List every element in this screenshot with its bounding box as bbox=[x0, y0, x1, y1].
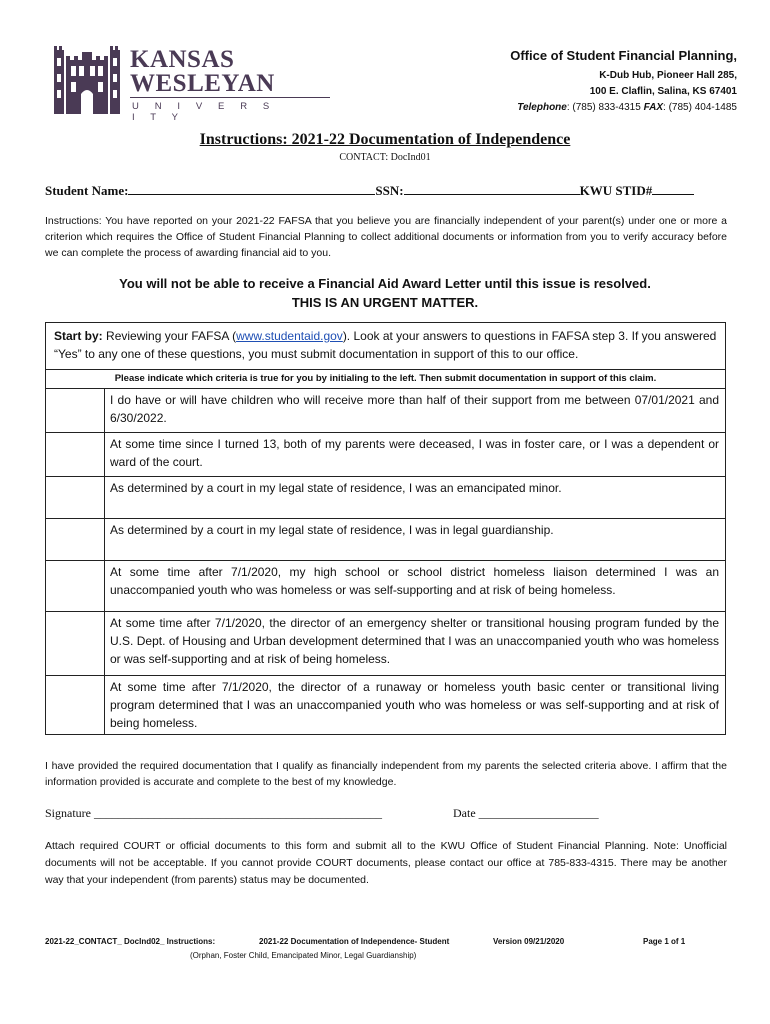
office-name: Office of Student Financial Planning, bbox=[510, 48, 737, 63]
start-by-instructions bbox=[46, 323, 725, 370]
instructions-paragraph: Instructions: You have reported on your 2021-22 FAFSA that you believe you are financially independent of your parent(s) under one or more a criterion which requires the Office of Student Financial Planning to collect additional documents or information from you to verify accuracy before we can complete the process of awarding financial aid to you. bbox=[45, 215, 727, 259]
criteria-row bbox=[46, 389, 725, 433]
criteria-text: I do have or will have children who will receive more than half of their support from me between 07/01/2021 and 6/30/2022. bbox=[110, 393, 719, 425]
criteria-row bbox=[46, 676, 725, 734]
contact-code: CONTACT: DocInd01 bbox=[339, 152, 431, 163]
initial-box[interactable] bbox=[46, 612, 105, 675]
criteria-row bbox=[46, 612, 725, 676]
criteria-text: At some time since I turned 13, both of my parents were deceased, I was in foster care, or I was a dependent or ward of the court. bbox=[110, 437, 719, 469]
initial-box[interactable] bbox=[46, 676, 105, 734]
criteria-row bbox=[46, 477, 725, 519]
ssn-label: SSN: bbox=[375, 183, 404, 198]
page-title: Instructions: 2021-22 Documentation of Independence bbox=[199, 131, 571, 148]
logo-wordmark bbox=[130, 48, 275, 96]
start-text-b: ). Look at your answers to questions in FAFSA step 3. If you answered “Yes” to any one of these questions, you must submit documentation in support of this to our office. bbox=[54, 329, 717, 361]
urgent-line-2: THIS IS AN URGENT MATTER. bbox=[291, 295, 479, 310]
criteria-row bbox=[46, 519, 725, 561]
office-building: K-Dub Hub, Pioneer Hall 285, bbox=[599, 70, 737, 81]
initial-box[interactable] bbox=[46, 477, 105, 518]
urgent-notice bbox=[0, 274, 770, 312]
logo-divider bbox=[130, 97, 330, 98]
telephone-label: Telephone bbox=[517, 102, 567, 113]
signature-line[interactable]: Signature ________________________________________________ bbox=[45, 806, 382, 820]
criteria-row bbox=[46, 433, 725, 477]
footer-code: 2021-22_CONTACT_ DocInd02_ Instructions: bbox=[45, 937, 216, 946]
start-by-label: Start by: bbox=[54, 329, 103, 343]
stid-field[interactable] bbox=[652, 182, 694, 195]
stid-label: KWU STID# bbox=[579, 183, 653, 198]
criteria-text: At some time after 7/1/2020, the director of an emergency shelter or transitional housing program funded by the U.S. Dept. of Housing and Urban development determined that I was an unaccompanied youth who was homeless or was self-supporting and at risk of being homeless. bbox=[110, 616, 719, 666]
criteria-row bbox=[46, 561, 725, 612]
footer-subtitle: (Orphan, Foster Child, Emancipated Minor, Legal Guardianship) bbox=[190, 951, 417, 960]
fax-number: : (785) 404-1485 bbox=[663, 102, 737, 113]
studentaid-link[interactable]: www.studentaid.gov bbox=[236, 329, 343, 343]
criteria-text: As determined by a court in my legal state of residence, I was in legal guardianship. bbox=[110, 523, 554, 537]
office-street: 100 E. Claflin, Salina, KS 67401 bbox=[589, 86, 737, 97]
student-name-label: Student Name: bbox=[45, 183, 129, 198]
criteria-text: As determined by a court in my legal state of residence, I was an emancipated minor. bbox=[110, 481, 562, 495]
initial-box[interactable] bbox=[46, 433, 105, 476]
affirmation-paragraph: I have provided the required documentation that I qualify as financially independent from my parents the selected criteria above. I affirm that the information provided is accurate and complete to the best of my knowledge. bbox=[45, 760, 727, 788]
start-text-a: Reviewing your FAFSA ( bbox=[102, 329, 237, 343]
criteria-text: At some time after 7/1/2020, the director of a runaway or homeless youth basic center or transitional living program determined that I was an unaccompanied youth who was homeless or was self-supporting and at risk of being homeless. bbox=[110, 680, 719, 730]
student-info-line bbox=[45, 182, 694, 199]
date-line[interactable]: Date ____________________ bbox=[453, 806, 599, 820]
castle-emblem-icon bbox=[52, 44, 122, 116]
telephone-number: : (785) 833-4315 bbox=[566, 102, 641, 113]
criteria-text: At some time after 7/1/2020, my high school or school district homeless liaison determined I was an unaccompanied youth who was homeless or was self-supporting and at risk of being homeless. bbox=[110, 565, 719, 597]
logo-line-wesleyan: WESLEYAN bbox=[130, 70, 275, 97]
office-address-block bbox=[510, 48, 737, 116]
footer-version: Version 09/21/2020 bbox=[493, 937, 565, 946]
student-name-field[interactable] bbox=[128, 182, 375, 195]
criteria-table bbox=[45, 322, 726, 735]
attach-documents-note: Attach required COURT or official documents to this form and submit all to the KWU Office of Student Financial Planning. Note: Unofficial documents will not be acceptable. If you cannot provide COURT documents, please contact our office at 785-833-4315. There may be another way that your independent (from parents) status may be documented. bbox=[45, 840, 727, 886]
criteria-note: Please indicate which criteria is true for you by initialing to the left. Then submit documentation in support of this claim. bbox=[46, 370, 725, 389]
footer-page-number: Page 1 of 1 bbox=[643, 937, 686, 946]
fax-label: FAX bbox=[643, 102, 664, 113]
initial-box[interactable] bbox=[46, 561, 105, 611]
ssn-field[interactable] bbox=[404, 182, 580, 195]
initial-box[interactable] bbox=[46, 389, 105, 432]
initial-box[interactable] bbox=[46, 519, 105, 560]
university-logo bbox=[52, 44, 282, 123]
footer-document-title: 2021-22 Documentation of Independence- Student bbox=[259, 937, 450, 946]
urgent-line-1: You will not be able to receive a Financial Aid Award Letter until this issue is resolved. bbox=[119, 276, 651, 291]
logo-line-university: U N I V E R S I T Y bbox=[132, 101, 276, 123]
office-phone-fax bbox=[510, 100, 737, 116]
logo-line-kansas: KANSAS bbox=[130, 46, 235, 73]
